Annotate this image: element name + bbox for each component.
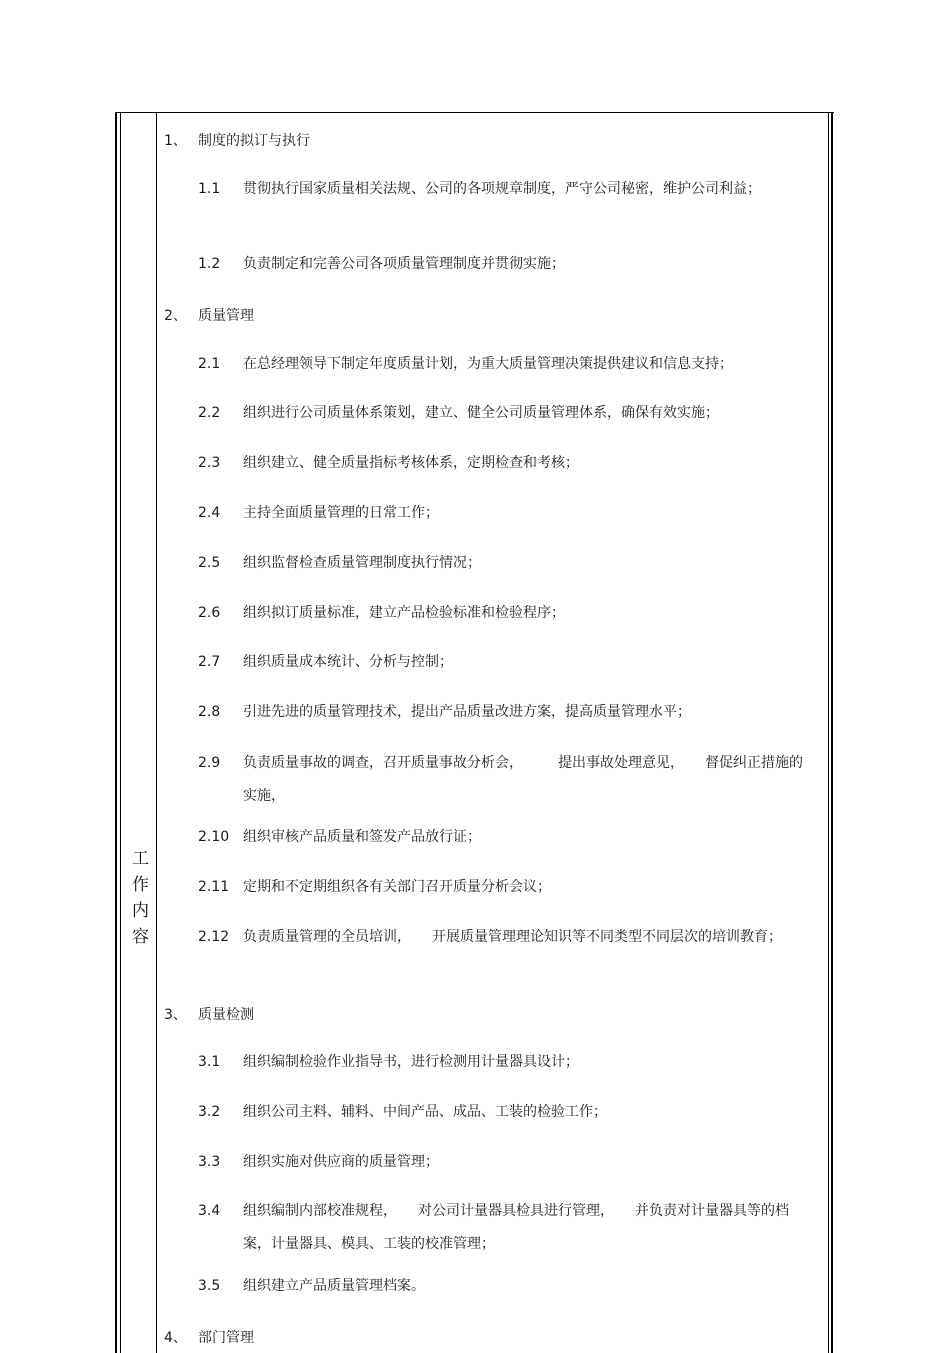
side-label-char: 作: [132, 875, 149, 895]
item-text: 主持全面质量管理的日常工作；: [243, 505, 439, 521]
side-label-char: 容: [132, 927, 149, 947]
item-number: 1.2: [198, 256, 221, 272]
item-text: 负责质量事故的调查，召开质量事故分析会， 提出事故处理意见， 督促纠正措施的实施，: [243, 755, 803, 804]
list-item: [198, 696, 815, 729]
list-item: [198, 348, 815, 381]
item-number: 2.8: [198, 704, 221, 720]
item-text: 组织编制检验作业指导书，进行检测用计量器具设计；: [243, 1054, 579, 1070]
item-number: 2.2: [198, 405, 221, 421]
section-title: 质量检测: [198, 1007, 254, 1023]
item-number: 2.6: [198, 605, 221, 621]
item-text: 组织实施对供应商的质量管理；: [243, 1154, 439, 1170]
item-text: 定期和不定期组织各有关部门召开质量分析会议；: [243, 879, 551, 895]
item-text: 引进先进的质量管理技术，提出产品质量改进方案，提高质量管理水平；: [243, 704, 691, 720]
list-item: [198, 397, 815, 430]
section-number: 1、: [164, 133, 187, 149]
item-number: 2.9: [198, 755, 221, 771]
item-number: 3.4: [198, 1203, 221, 1219]
section-heading: [164, 130, 310, 150]
item-number: 2.11: [198, 879, 230, 895]
item-number: 3.3: [198, 1154, 221, 1170]
section-number: 2、: [164, 308, 187, 324]
item-number: 2.7: [198, 654, 221, 670]
list-item: [198, 821, 815, 854]
item-number: 3.1: [198, 1054, 221, 1070]
item-number: 3.2: [198, 1104, 221, 1120]
list-item: [198, 1270, 815, 1303]
list-item: [198, 173, 773, 206]
item-text: 组织进行公司质量体系策划，建立、健全公司质量管理体系，确保有效实施；: [243, 405, 719, 421]
list-item: [198, 1195, 815, 1261]
item-text: 组织监督检查质量管理制度执行情况；: [243, 555, 481, 571]
list-item: [198, 597, 815, 630]
item-text: 组织拟订质量标准，建立产品检验标准和检验程序；: [243, 605, 565, 621]
section-title: 制度的拟订与执行: [198, 133, 310, 149]
section-heading: [164, 305, 254, 325]
item-text: 组织审核产品质量和签发产品放行证；: [243, 829, 481, 845]
item-number: 2.3: [198, 455, 221, 471]
list-item: [198, 921, 793, 954]
list-item: [198, 547, 815, 580]
item-text: 在总经理领导下制定年度质量计划，为重大质量管理决策提供建议和信息支持；: [243, 356, 733, 372]
item-number: 2.4: [198, 505, 221, 521]
list-item: [198, 447, 815, 480]
list-item: [198, 871, 815, 904]
section-heading: [164, 1327, 254, 1347]
item-number: 2.5: [198, 555, 221, 571]
item-text: 组织建立产品质量管理档案。: [243, 1278, 425, 1294]
item-text: 组织质量成本统计、分析与控制；: [243, 654, 453, 670]
item-text: 组织公司主料、辅料、中间产品、成品、工装的检验工作；: [243, 1104, 607, 1120]
section-number: 4、: [164, 1330, 187, 1346]
item-text: 负责质量管理的全员培训， 开展质量管理理论知识等不同类型不同层次的培训教育；: [243, 929, 782, 945]
side-label-char: 内: [132, 901, 149, 921]
list-item: [198, 248, 815, 281]
item-text: 组织编制内部校准规程， 对公司计量器具检具进行管理， 并负责对计量器具等的档案，计量器具、模具、工装的校准管理；: [243, 1203, 789, 1252]
list-item: [198, 1146, 815, 1179]
item-number: 2.10: [198, 829, 230, 845]
list-item: [198, 646, 815, 679]
list-item: [198, 1046, 815, 1079]
item-number: 1.1: [198, 181, 221, 197]
item-number: 3.5: [198, 1278, 221, 1294]
section-heading: [164, 1004, 254, 1024]
section-title: 质量管理: [198, 308, 254, 324]
item-number: 2.1: [198, 356, 221, 372]
section-title: 部门管理: [198, 1330, 254, 1346]
section-number: 3、: [164, 1007, 187, 1023]
item-number: 2.12: [198, 929, 230, 945]
side-label-char: 工: [132, 849, 149, 869]
list-item: [198, 497, 815, 530]
list-item: [198, 1096, 815, 1129]
item-text: 组织建立、健全质量指标考核体系，定期检查和考核；: [243, 455, 579, 471]
list-item: [198, 747, 815, 813]
item-text: 贯彻执行国家质量相关法规、公司的各项规章制度，严守公司秘密，维护公司利益；: [243, 181, 761, 197]
item-text: 负责制定和完善公司各项质量管理制度并贯彻实施；: [243, 256, 565, 272]
